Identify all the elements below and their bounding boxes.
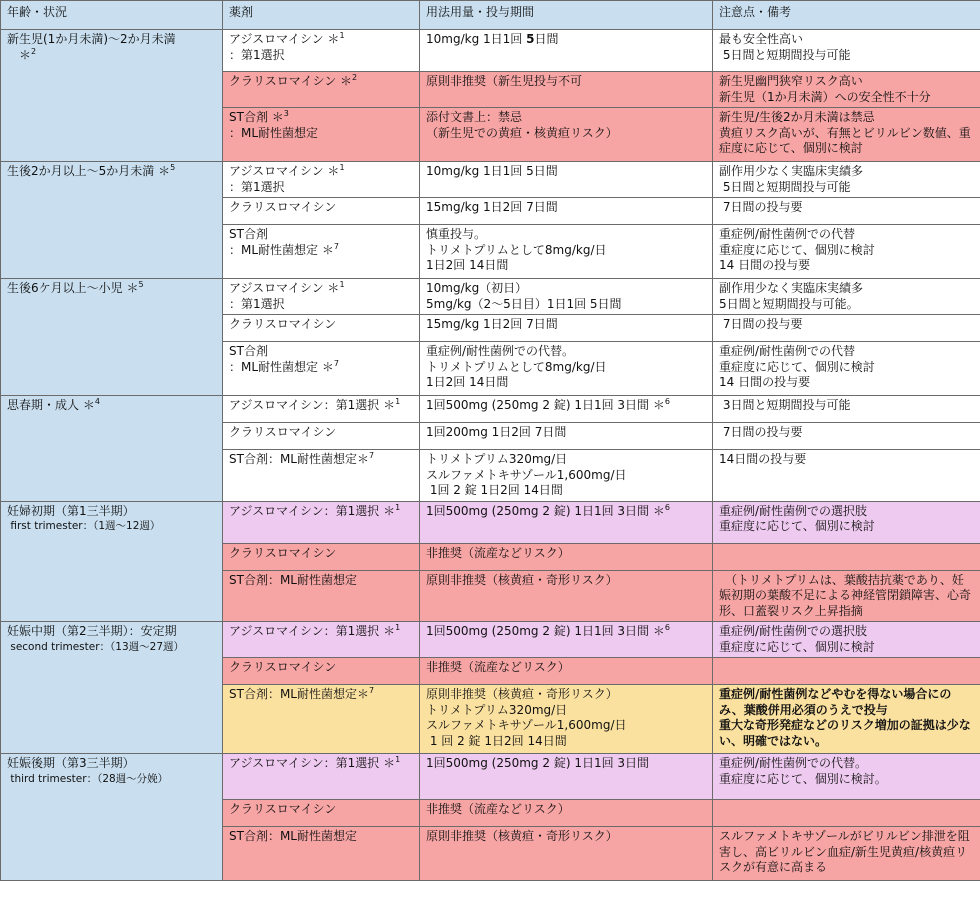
note-text: 重症度に応じて、個別に検討 [719, 359, 875, 374]
drug-name: クラリスロマイシン [229, 545, 337, 560]
age-group-cell [1, 622, 223, 754]
drug-name: ：第1選択 [229, 47, 285, 62]
note-cell [713, 423, 980, 450]
drug-name: ：ML耐性菌想定 ＊$^7$ [229, 241, 339, 257]
age-group-label: 妊娠後期（第3三半期） [7, 756, 135, 770]
note-text: 重症度に応じて、個別に検討 [719, 519, 875, 533]
header-drug: 薬剤 [223, 1, 420, 30]
drug-name: クラリスロマイシン [229, 425, 337, 439]
note-text: 7日間の投与要 [719, 200, 803, 214]
dose-cell [420, 450, 713, 502]
footnote-mark: 6 [664, 502, 670, 512]
drug-name: クラリスロマイシン [229, 200, 337, 214]
drug-name: ST合剤：ML耐性菌想定 [229, 829, 357, 843]
header-dose: 用法用量・投与期間 [420, 1, 713, 30]
drug-cell [223, 315, 420, 342]
age-group-label: 生後2か月以上～5か月未満 ＊$^5$ [7, 163, 176, 178]
note-cell [713, 622, 980, 658]
drug-name: ST合剤 ＊$^3$ [229, 109, 289, 124]
table-row [1, 162, 980, 198]
drug-cell [223, 622, 420, 658]
note-cell [713, 72, 980, 108]
drug-cell [223, 685, 420, 754]
footnote-mark: 7 [333, 241, 339, 251]
footnote-mark: 1 [395, 755, 401, 764]
note-text: 重症例/耐性菌例での代替。 [719, 756, 868, 770]
note-cell [713, 754, 980, 800]
age-group-label: 妊娠中期（第2三半期）：安定期 [7, 624, 177, 638]
footnote-mark: 2 [352, 73, 358, 82]
note-text: 7日間の投与要 [719, 425, 803, 439]
table-body [1, 30, 980, 881]
note-cell [713, 543, 980, 570]
drug-cell [223, 279, 420, 315]
note-text: 黄疸リスク高いが、有無とビリルビン数値、重症度に応じて、個別に検討 [719, 125, 971, 155]
note-text: 重症度に応じて、個別に検討。 [719, 771, 887, 786]
dose-text: 1 回 2 錠 1日2回 14日間 [426, 733, 567, 748]
note-cell [713, 162, 980, 198]
table-row [1, 279, 980, 315]
age-group-sublabel: third trimester：（28週～分娩） [7, 772, 169, 785]
note-text: 14日間の投与要 [719, 452, 807, 466]
age-group-sublabel: second trimester：（13週～27週） [7, 640, 185, 653]
drug-cell [223, 72, 420, 108]
drug-name: アジスロマイシン：第1選択 ＊$^1$ [229, 397, 401, 412]
dose-cell [420, 30, 713, 72]
dose-text: 15mg/kg 1日2回 7日間 [426, 317, 558, 331]
note-text: （トリメトプリムは、葉酸拮抗薬であり、妊娠初期の葉酸不足による神経管閉鎖障害、心奇形、口蓋裂リスク上昇指摘 [719, 572, 972, 618]
drug-cell [223, 800, 420, 827]
dose-text: 原則非推奨（核黄疸・奇形リスク） [426, 687, 618, 701]
dose-cell [420, 658, 713, 685]
dose-text: 非推奨（流産などリスク） [426, 660, 570, 674]
dose-cell [420, 423, 713, 450]
dose-cell [420, 800, 713, 827]
age-group-label: 新生児(1か月未満)～2か月未満 ＊$^2$ [7, 32, 216, 63]
drug-cell [223, 396, 420, 423]
note-text: スルファメトキサゾールがビリルビン排泄を阻害し、高ビリルビン血症/新生児黄疸/核黄疸リスクが有意に高まる [719, 829, 970, 874]
dose-text: 10mg/kg 1日1回 5日間 [426, 32, 559, 46]
note-text: 副作用少なく実臨床実績多 [719, 164, 864, 178]
dose-text: 1回500mg (250mg 2 錠) 1日1回 3日間 ＊$^6$ [426, 623, 670, 638]
dose-text: スルファメトキサゾール1,600mg/日 [426, 718, 627, 732]
note-text: 重大な奇形発症などのリスク増加の証拠は少ない、明確ではない。 [719, 718, 971, 748]
header-row [1, 1, 980, 30]
dose-text: 1回200mg 1日2回 7日間 [426, 425, 567, 439]
table-row [1, 501, 980, 543]
note-text: 3日間と短期間投与可能 [719, 398, 851, 412]
drug-name: ST合剤：ML耐性菌想定 [229, 572, 357, 587]
note-cell [713, 827, 980, 881]
drug-name: ST合剤 [229, 227, 268, 241]
note-cell [713, 501, 980, 543]
drug-cell [223, 162, 420, 198]
note-cell [713, 800, 980, 827]
dose-text: 非推奨（流産などリスク） [426, 545, 570, 560]
dose-text: トリメトプリム320mg/日 [426, 452, 568, 466]
note-text: 5日間と短期間投与可能 [719, 47, 851, 62]
dose-text: 10mg/kg（初日） [426, 281, 528, 295]
drug-name: ST合剤：ML耐性菌想定＊$^7$ [229, 686, 375, 701]
note-cell [713, 570, 980, 622]
dose-text: 10mg/kg 1日1回 5日間 [426, 164, 558, 178]
dose-cell [420, 279, 713, 315]
drug-name: クラリスロマイシン ＊$^2$ [229, 73, 358, 88]
dose-cell [420, 827, 713, 881]
drug-name: ST合剤 [229, 344, 268, 358]
dose-text: 5mg/kg（2～5日目）1日1回 5日間 [426, 296, 622, 311]
footnote-mark: 1 [339, 31, 345, 40]
footnote-mark: 1 [395, 623, 401, 632]
dose-text: 添付文書上：禁忌 [426, 110, 523, 124]
note-text: 重症例/耐性菌例での選択肢 [719, 503, 868, 518]
drug-name: アジスロマイシン ＊$^1$ [229, 31, 345, 46]
dose-cell [420, 543, 713, 570]
drug-cell [223, 225, 420, 279]
drug-name: アジスロマイシン ＊$^1$ [229, 163, 345, 178]
note-text: 重症例/耐性菌例での代替 [719, 344, 856, 358]
footnote-mark: 5 [138, 280, 144, 289]
note-cell [713, 198, 980, 225]
note-text: 最も安全性高い [719, 32, 804, 46]
note-text: 重症度に応じて、個別に検討 [719, 639, 875, 654]
footnote-mark: 6 [664, 623, 670, 632]
drug-name: ：ML耐性菌想定 ＊$^7$ [229, 358, 339, 374]
note-cell [713, 225, 980, 279]
drug-name: アジスロマイシン ＊$^1$ [229, 280, 345, 295]
drug-cell [223, 198, 420, 225]
dose-text: トリメトプリムとして8mg/kg/日 [426, 359, 607, 374]
note-cell [713, 279, 980, 315]
table-row [1, 754, 980, 800]
drug-cell [223, 423, 420, 450]
note-text: 5日間と短期間投与可能。 [719, 296, 859, 311]
drug-cell [223, 501, 420, 543]
note-text: 重症例/耐性菌例での選択肢 [719, 624, 868, 638]
drug-cell [223, 570, 420, 622]
dose-text: 重症例/耐性菌例での代替。 [426, 344, 575, 358]
note-cell [713, 396, 980, 423]
table-row [1, 622, 980, 658]
dose-text: 原則非推奨（核黄疸・奇形リスク） [426, 829, 618, 843]
age-group-label: 生後6ケ月以上～小児 ＊$^5$ [7, 280, 144, 295]
footnote-mark: 1 [395, 502, 401, 512]
note-text: 新生児幽門狭窄リスク高い [719, 74, 863, 88]
note-cell [713, 108, 980, 162]
dose-text: 1回500mg (250mg 2 錠) 1日1回 3日間 ＊$^6$ [426, 502, 670, 518]
drug-cell [223, 108, 420, 162]
dose-text: 慎重投与。 [426, 227, 487, 241]
drug-name: クラリスロマイシン [229, 317, 337, 331]
note-text: 14 日間の投与要 [719, 375, 811, 389]
age-group-label-cont: ＊$^2$ [7, 46, 37, 62]
drug-cell [223, 827, 420, 881]
note-cell [713, 315, 980, 342]
drug-name: クラリスロマイシン [229, 802, 337, 816]
dose-text: 15mg/kg 1日2回 7日間 [426, 200, 558, 214]
table-row [1, 396, 980, 423]
dose-cell [420, 754, 713, 800]
footnote-mark: 2 [31, 46, 37, 56]
table-row [1, 30, 980, 72]
footnote-mark: 7 [369, 451, 375, 460]
footnote-mark: 5 [170, 163, 176, 172]
drug-cell [223, 30, 420, 72]
dose-cell [420, 622, 713, 658]
dose-cell [420, 570, 713, 622]
drug-cell [223, 342, 420, 396]
footnote-mark: 6 [664, 397, 670, 406]
drug-name: アジスロマイシン：第1選択 ＊$^1$ [229, 623, 401, 638]
dose-cell [420, 315, 713, 342]
dose-text: 1日2回 14日間 [426, 258, 509, 272]
dose-cell [420, 685, 713, 754]
dose-text: スルファメトキサゾール1,600mg/日 [426, 467, 627, 482]
dose-cell [420, 501, 713, 543]
drug-name: アジスロマイシン：第1選択 ＊$^1$ [229, 502, 401, 518]
dose-cell [420, 108, 713, 162]
note-cell [713, 342, 980, 396]
note-text: 重症例/耐性菌例などやむを得ない場合にのみ、葉酸併用必須のうえで投与 [719, 687, 952, 717]
note-cell [713, 658, 980, 685]
dose-text: 1日2回 14日間 [426, 375, 509, 389]
dose-text: 1回500mg (250mg 2 錠) 1日1回 3日間 [426, 756, 650, 770]
dose-text: 1回500mg (250mg 2 錠) 1日1回 3日間 ＊$^6$ [426, 397, 670, 412]
footnote-mark: 1 [339, 163, 345, 172]
drug-cell [223, 658, 420, 685]
age-group-sublabel: first trimester：（1週～12週） [7, 520, 161, 532]
drug-name: ：第1選択 [229, 296, 285, 311]
footnote-mark: 7 [369, 686, 375, 695]
header-notes: 注意点・備考 [713, 1, 980, 30]
drug-cell [223, 754, 420, 800]
footnote-mark: 3 [283, 109, 289, 118]
dose-text: 原則非推奨（新生児投与不可 [426, 74, 583, 88]
age-group-cell [1, 501, 223, 622]
note-text: 重症度に応じて、個別に検討 [719, 242, 875, 257]
age-group-cell [1, 162, 223, 279]
age-group-cell [1, 30, 223, 162]
drug-name: アジスロマイシン：第1選択 ＊$^1$ [229, 755, 401, 770]
note-cell [713, 685, 980, 754]
note-text: 新生児/生後2か月未満は禁忌 [719, 110, 875, 124]
drug-name: ：第1選択 [229, 179, 285, 194]
note-text: 重症例/耐性菌例での代替 [719, 227, 856, 241]
note-text: 14 日間の投与要 [719, 258, 811, 272]
drug-name: ：ML耐性菌想定 [229, 125, 319, 140]
dose-text: 1回 2 錠 1日2回 14日間 [426, 483, 563, 497]
note-text: 新生児（1か月未満）への安全性不十分 [719, 89, 931, 104]
note-text: 副作用少なく実臨床実績多 [719, 281, 864, 295]
drug-name: ST合剤：ML耐性菌想定＊$^7$ [229, 451, 375, 466]
note-cell [713, 30, 980, 72]
note-text: 5日間と短期間投与可能 [719, 179, 851, 194]
dose-cell [420, 162, 713, 198]
drug-name: クラリスロマイシン [229, 660, 337, 674]
age-group-cell [1, 396, 223, 502]
dose-cell [420, 396, 713, 423]
header-age: 年齢・状況 [1, 1, 223, 30]
age-group-label: 妊婦初期（第1三半期） [7, 503, 135, 518]
footnote-mark: 1 [395, 397, 401, 406]
dose-text: 非推奨（流産などリスク） [426, 802, 570, 816]
age-group-cell [1, 279, 223, 396]
dose-text: 原則非推奨（核黄疸・奇形リスク） [426, 572, 618, 587]
footnote-mark: 1 [339, 280, 345, 289]
dose-cell [420, 198, 713, 225]
dose-text: （新生児での黄疸・核黄疸リスク） [426, 125, 618, 140]
footnote-mark: 7 [333, 358, 339, 368]
note-cell [713, 450, 980, 502]
dose-cell [420, 72, 713, 108]
age-group-label: 思春期・成人 ＊$^4$ [7, 397, 100, 412]
footnote-mark: 4 [94, 397, 100, 406]
note-text: 7日間の投与要 [719, 317, 803, 331]
age-group-cell [1, 754, 223, 881]
dose-cell [420, 225, 713, 279]
dose-text: トリメトプリムとして8mg/kg/日 [426, 242, 607, 257]
dose-text: トリメトプリム320mg/日 [426, 702, 568, 717]
dose-cell [420, 342, 713, 396]
drug-cell [223, 450, 420, 502]
drug-cell [223, 543, 420, 570]
